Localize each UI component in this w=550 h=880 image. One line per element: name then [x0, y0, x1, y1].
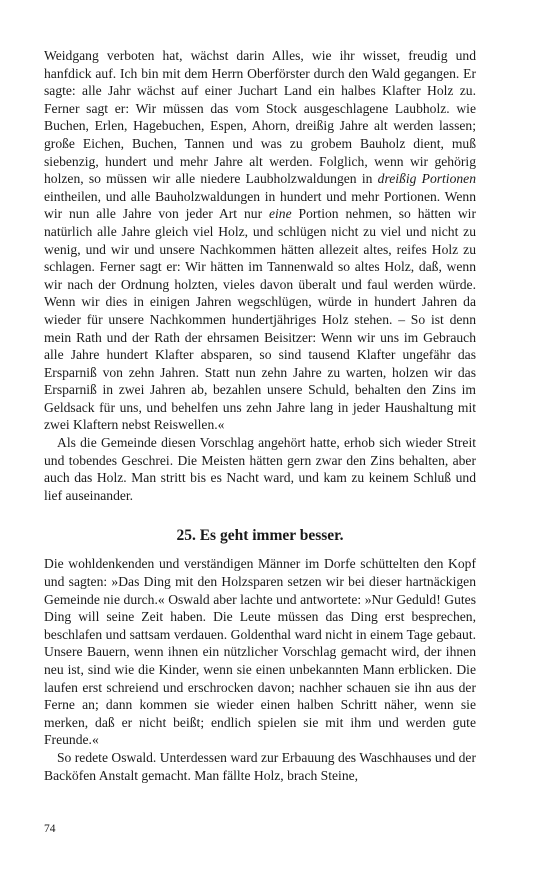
paragraph-4: So redete Oswald. Unterdessen ward zur Erbauung des Waschhauses und der Backöfen Anstalt gemacht. Man fällte Holz, brach Steine, — [44, 749, 476, 783]
paragraph-2: Als die Gemeinde diesen Vorschlag angehört hatte, erhob sich wieder Streit und tobendes Geschrei. Die Meisten hätten gern zwar den Zins behalten, aber auch das Holz. Man stritt bis es Nacht ward, und kam zu keinem Schluß und lief auseinander. — [44, 435, 476, 503]
text-run: Portion nehmen, so hätten wir natürlich alle Jahre gleich viel Holz, und schlügen nicht zu viel und nicht zu wenig, und wir und unsere Nachkommen hätten allezeit altes, reifes Holz zu schlagen. Ferner sagt er: Wir hätten im Tannenwald so altes Holz, daß, wenn wir nach der Ordnung holzten, vieles davon überalt und faul werden würde. Wenn wir dies in einigen Jahren wegschlügen, würde in hundert Jahren da wieder für unsere Nachkommen hundertjähriges Holz stehen. – So ist denn mein Rath und der Rath der ehrsamen Beisitzer: Wenn wir uns im Gebrauch alle Jahre hundert Klafter absparen, so sind tausend Klafter ungefähr das Ersparniß von zehn Jahren. Statt nun zehn Jahre zu warten, holzen wir das Ersparniß in zwei Jahren ab, bezahlen unsere Schuld, behalten den Zins im Geldsack für uns, und behelfen uns zehn Jahre lang in jeder Haushaltung mit zwei Klaftern nebst Reiswellen.« — [44, 206, 476, 433]
italic-run: dreißig Portionen — [377, 171, 477, 187]
page-text-block — [44, 47, 476, 784]
italic-run: eine — [268, 206, 292, 222]
chapter-heading: 25. Es geht immer besser. — [176, 527, 344, 545]
paragraph-3: Die wohldenkenden und verständigen Männer im Dorfe schüttelten den Kopf und sagten: »Das Ding mit den Holzsparen setzen wir bei dieser hartnäckigen Gemeinde nie durch.« Oswald aber lachte und antwortete: »Nur Geduld! Gutes Ding will seine Zeit haben. Die Leute müssen das Ding erst besprechen, beschlafen und sattsam verdauen. Goldenthal ward nicht in einem Tage gebaut. Unsere Bauern, wenn ihnen ein nützlicher Vorschlag gemacht wird, der ihnen neu ist, sind wie die Kinder, wenn sie einen unbekannten Mann erblicken. Die laufen erst schreiend und erschrocken davon; nachher schauen sie ihn aus der Ferne an; dann kommen sie wieder einen halben Schritt näher, wenn sie merken, daß er nicht beißt; endlich spielen sie mit ihm und werden gute Freunde.« — [44, 556, 476, 748]
paragraph-1 — [44, 47, 476, 434]
text-run: Weidgang verboten hat, wächst darin Alles, wie ihr wisset, freudig und hanfdick auf. Ich bin mit dem Herrn Oberförster durch den Wald gegangen. Er sagte: alle Jahr wächst auf einer Juchart Land ein halbes Klafter Holz zu. Ferner sagt er: Wir müssen das vom Stock ausgeschlagene Laubholz. wie Buchen, Erlen, Hagebuchen, Espen, Ahorn, dreißig Jahre alt werden lassen; große Eichen, Buchen, Tannen und was zu grobem Bauholz dient, muß siebenzig, hundert und mehr Jahre alt werden. Folglich, wenn wir gehörig holzen, so müssen wir alle niedere Laubholzwaldungen in — [44, 48, 476, 187]
text-run: eintheilen, und alle Bauholzwaldungen in hundert und mehr Portionen. Wenn wir nun alle Jahre von jeder Art nur — [44, 188, 476, 222]
page-number: 74 — [44, 823, 56, 835]
